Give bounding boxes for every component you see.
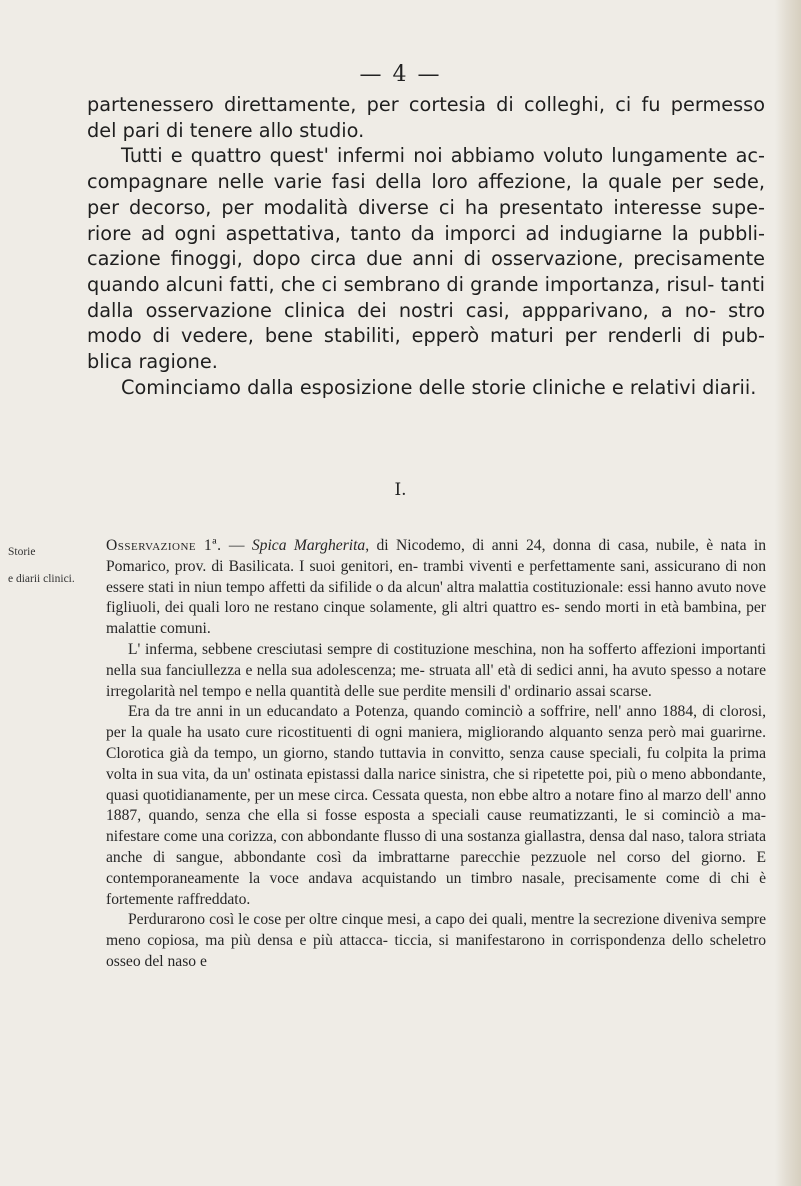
margin-note	[8, 539, 93, 593]
margin-note-line: e diarii clinici.	[8, 573, 75, 585]
case-paragraph: Era da tre anni in un educandato a Potenza, quando cominciò a soffrire, nell' anno 1884, di clorosi, per la quale ha usato cure ricostituenti di ogni maniera, migliorando alquanto senza però mai guarirne. Clorotica già da tempo, un giorno, stando tuttavia in convitto, senza cause speciali, fu colpita la prima volta in sua vita, da un' ostinata epistassi dalla narice sinistra, che si ripetette poi, più o meno abbondante, quasi quotidianamente, per un mese circa. Cessata questa, non ebbe altro a notare fino al marzo dell' anno 1887, quando, senza che ella si fosse esposta a speciali cause reumatizzanti, le si cominciò a ma- nifestare come una corizza, con abbondante flusso di una sostanza giallastra, densa dal naso, talora striata anche di sangue, abbondante così da imbrattarne parecchie pezzuole nel corso del giorno. E contemporaneamente la voce andava acquistando un timbro nasale, precisamente come di chi è fortemente raffreddato.	[106, 703, 766, 908]
page-number: — 4 —	[359, 62, 442, 87]
intro-paragraph: Tutti e quattro quest' infermi noi abbiamo voluto lungamente ac- compagnare nelle varie fasi della loro affezione, la quale per sede, per decorso, per modalità diverse ci ha presentato interesse supe- riore ad ogni aspettativa, tanto da imporci ad indugiarne la pubbli- cazione finoggi, dopo circa due anni di osservazione, precisamente quando alcuni fatti, che ci sembrano di grande importanza, risul- tanti dalla osservazione clinica dei nostri casi, appparivano, a no- stro modo di vedere, bene stabiliti, epperò maturi per renderli di pub- blica ragione.	[87, 144, 765, 374]
case-first-paragraph	[106, 536, 766, 640]
case-heading: Osservazione 1ª.	[106, 537, 222, 554]
intro-text	[87, 92, 765, 400]
case-dash: —	[221, 537, 252, 554]
case-intro: , di Nicodemo, di anni 24, donna di casa, nubile, è nata in Pomarico, prov. di Basilicata. I suoi genitori, en- trambi viventi e perfettamente sani, assicurano di non essere stati in niun tempo affetti da sifilide o da alcun' altra malattia costituzionale: essi hanno avuto nove figliuoli, dei quali loro ne restano cinque solamente, gli altri quattro es- sendo morti in età bambina, per malattie comuni.	[106, 537, 767, 638]
page-edge-shadow	[775, 0, 801, 1186]
section-number: I.	[394, 480, 407, 500]
patient-name: Spica Margherita	[251, 537, 366, 554]
intro-paragraph: Cominciamo dalla esposizione delle storie cliniche e relativi diarii.	[121, 375, 757, 399]
case-paragraph: Perdurarono così le cose per oltre cinque mesi, a capo dei quali, mentre la secrezione diveniva sempre meno copiosa, ma più densa e più attacca- ticcia, si manifestarono in corrispondenza dello scheletro osseo del naso e	[106, 911, 766, 970]
margin-note-line: Storie	[8, 546, 36, 558]
case-paragraph: L' inferma, sebbene cresciutasi sempre di costituzione meschina, non ha sofferto affezioni importanti nella sua fanciullezza e nella sua adolescenza; me- struata all' età di sedici anni, ha avuto spesso a notare irregolarità nel tempo e nella quantità delle sue perdite mensili d' ordinario assai scarse.	[106, 640, 766, 700]
case-report	[106, 536, 766, 973]
intro-paragraph: partenessero direttamente, per cortesia di colleghi, ci fu permesso del pari di tenere allo studio.	[87, 93, 765, 142]
